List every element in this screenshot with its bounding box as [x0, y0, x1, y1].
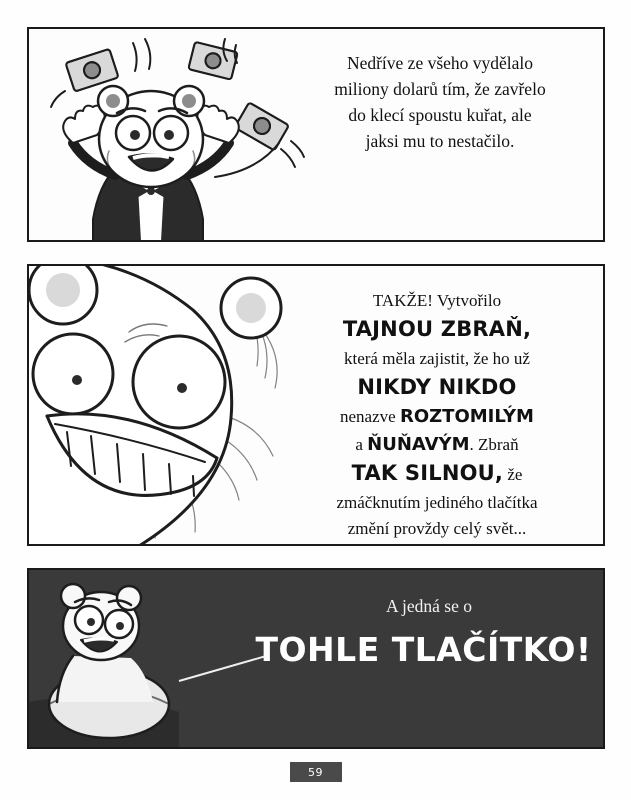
panel-2-line-1: TAKŽE! Vytvořilo [372, 291, 502, 310]
panel-2-run-roztomilym: ROZTOMILÝM [399, 406, 534, 428]
panel-1-line-4: jaksi mu to nestačilo. [365, 130, 515, 151]
panel-1-line-2: miliony dolarů tím, že zavřelo [334, 78, 546, 99]
panel-2-run-tak-silnou: TAK SILNOU, [351, 461, 504, 486]
panel-2-line-4: NIKDY NIKDO [357, 374, 517, 399]
panel-2-line-5 [287, 403, 587, 430]
panel-1-line-3: do klecí spoustu kuřat, ale [348, 104, 532, 125]
page-number-badge: 59 [290, 762, 342, 782]
bear-with-giant-button-illustration [29, 570, 259, 747]
panel-2-line-3: která měla zajistit, že ho už [344, 348, 530, 368]
panel-2-line-7 [287, 458, 587, 490]
panel-1-caption [295, 51, 585, 155]
panel-2-line-8: zmáčknutím jediného tlačítka [336, 493, 538, 513]
panel-2-caption [287, 288, 587, 542]
comic-panel-2 [27, 264, 605, 546]
panel-1-line-1: Nedříve ze všeho vydělalo [346, 53, 534, 73]
comic-panel-1 [27, 27, 605, 242]
panel-2-line-2: TAJNOU ZBRAŇ, [342, 316, 532, 341]
panel-2-run-zbran: . Zbraň [469, 434, 519, 454]
panel-2-run-nenazve: nenazve [340, 407, 400, 427]
bear-in-tuxedo-juggling-money-illustration [29, 29, 329, 240]
panel-2-run-a: a [355, 434, 368, 454]
panel-2-line-6 [287, 431, 587, 458]
panel-2-line-9: změní provždy celý svět... [347, 518, 527, 538]
panel-3-caption-small: A jedná se o [385, 596, 473, 616]
panel-2-run-ze: že [503, 465, 523, 485]
panel-3-caption-big: TOHLE TLAČÍTKO! [255, 630, 592, 669]
comic-panel-3 [27, 568, 605, 749]
panel-2-run-nunavym: ŇUŇAVÝM [367, 433, 470, 455]
